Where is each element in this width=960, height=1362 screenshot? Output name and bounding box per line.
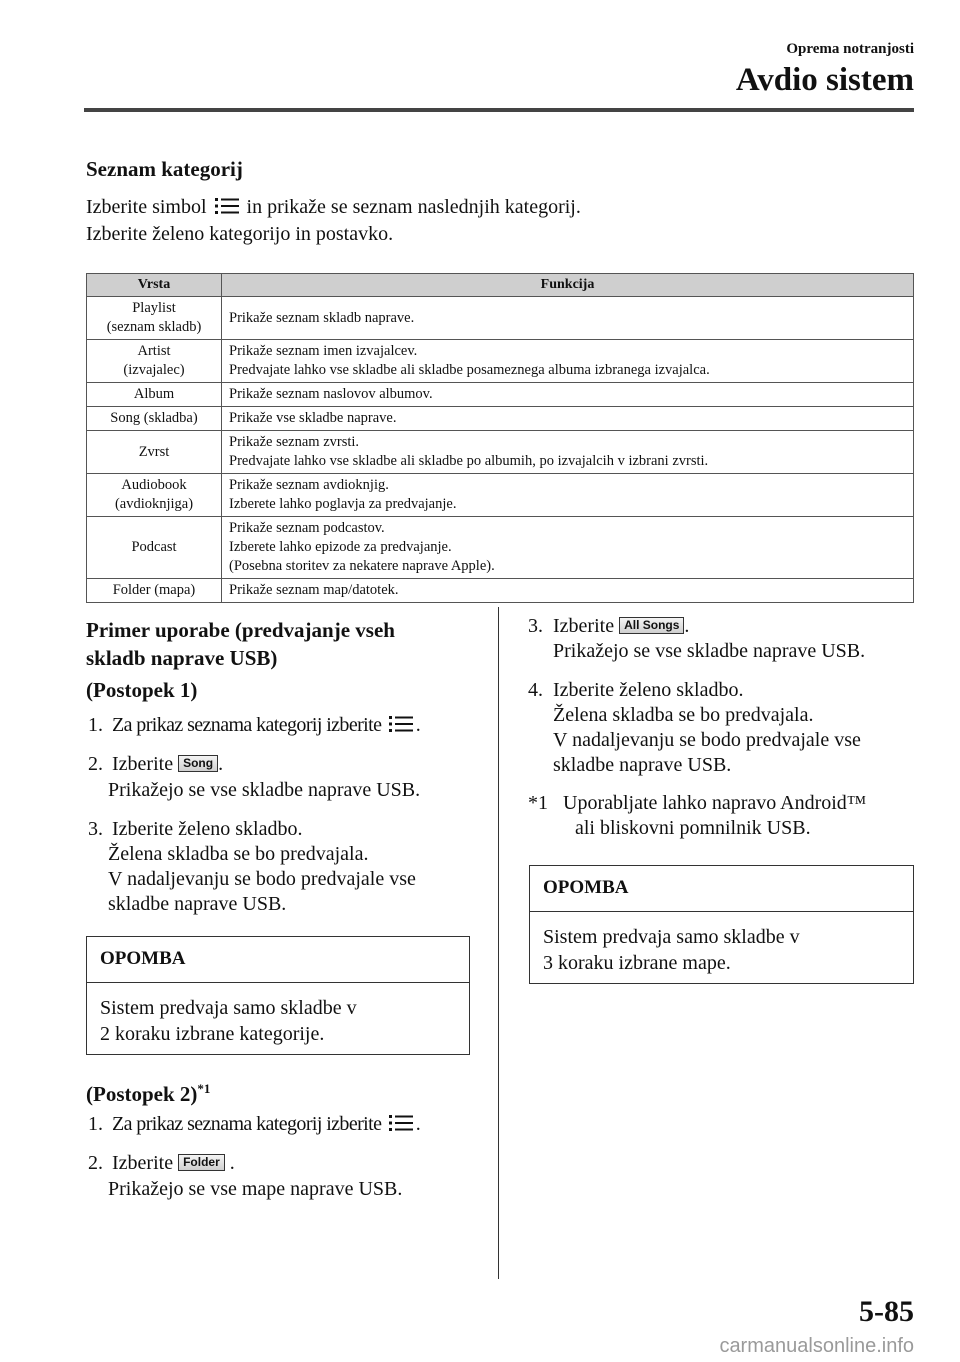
- function-line: Prikaže seznam imen izvajalcev.: [229, 343, 418, 359]
- type-cell: [87, 517, 222, 579]
- function-line: Izberete lahko epizode za predvajanje.: [229, 539, 452, 555]
- step-end: .: [415, 1113, 421, 1135]
- list-icon: [212, 196, 242, 216]
- subtext-line: skladbe naprave USB.: [553, 754, 732, 776]
- step-end: .: [415, 714, 421, 736]
- step-end: .: [229, 1152, 235, 1174]
- function-cell: [222, 407, 914, 431]
- table-row: [87, 431, 914, 474]
- note-body: [530, 912, 913, 988]
- type-cell: [87, 383, 222, 407]
- type-line: Playlist: [132, 300, 176, 316]
- page-number: 5-85: [859, 1295, 914, 1328]
- step-number: 2.: [88, 1152, 103, 1174]
- step-text: Izberite želeno skladbo.: [112, 818, 303, 840]
- intro-text-b: in prikaže se seznam naslednjih kategorij.: [246, 196, 581, 218]
- note-title: OPOMBA: [87, 937, 469, 983]
- step-number: 1.: [88, 1113, 103, 1135]
- step-subtext: Prikažejo se vse skladbe naprave USB.: [108, 779, 421, 801]
- folder-button[interactable]: Folder: [178, 1154, 225, 1171]
- subtext-line: skladbe naprave USB.: [108, 893, 287, 915]
- step-text: [553, 614, 689, 639]
- table-header-row: [87, 274, 914, 297]
- step-number: 2.: [88, 753, 103, 775]
- type-line: Folder (mapa): [112, 582, 196, 598]
- type-line: Audiobook: [121, 477, 187, 493]
- footnote-ref: *1: [197, 1081, 211, 1096]
- step-subtext: [108, 842, 416, 917]
- step-number: 3.: [528, 615, 543, 637]
- function-line: Prikaže vse skladbe naprave.: [229, 410, 397, 426]
- function-cell: [222, 297, 914, 340]
- function-cell: [222, 340, 914, 383]
- type-line: (avdioknjiga): [114, 496, 194, 512]
- page-title: Avdio sistem: [735, 62, 914, 98]
- function-cell: [222, 517, 914, 579]
- step-text: Izberite želeno skladbo.: [553, 679, 744, 701]
- note-line: 3 koraku izbrane mape.: [543, 952, 731, 974]
- type-line: Album: [133, 386, 175, 402]
- intro-line-2: Izberite želeno kategorijo in postavko.: [86, 223, 394, 245]
- table-row: [87, 297, 914, 340]
- list-icon: [386, 1113, 416, 1133]
- table-row: [87, 383, 914, 407]
- header-function: Funkcija: [222, 274, 914, 297]
- header-type: Vrsta: [87, 274, 222, 297]
- step-label: Za prikaz seznama kategorij izberite: [112, 714, 382, 736]
- table-row: [87, 474, 914, 517]
- function-line: Predvajate lahko vse skladbe ali skladbe posameznega albuma izbranega izvajalca.: [229, 362, 710, 378]
- step-text: [112, 1112, 420, 1137]
- category-list-heading: Seznam kategorij: [86, 157, 243, 181]
- step-subtext: [553, 703, 861, 778]
- function-line: Prikaže seznam zvrsti.: [229, 434, 360, 450]
- table-row: [87, 407, 914, 431]
- type-cell: [87, 431, 222, 474]
- type-cell: [87, 407, 222, 431]
- type-line: (izvajalec): [123, 362, 185, 378]
- procedure-2-heading: [86, 1075, 210, 1108]
- step-text: [112, 713, 420, 738]
- note-title: OPOMBA: [530, 866, 913, 912]
- function-line: Izberete lahko poglavja za predvajanje.: [229, 496, 457, 512]
- step-label: Izberite: [112, 1152, 174, 1174]
- step-number: 4.: [528, 679, 543, 701]
- function-line: Prikaže seznam avdioknjig.: [229, 477, 389, 493]
- step-number: 3.: [88, 818, 103, 840]
- category-table: [86, 273, 914, 603]
- note-line: Sistem predvaja samo skladbe v: [100, 997, 357, 1019]
- function-cell: [222, 383, 914, 407]
- note-box: [529, 865, 914, 984]
- step-label: Izberite: [112, 753, 174, 775]
- type-line: Song (skladba): [110, 410, 198, 426]
- function-line: Predvajate lahko vse skladbe ali skladbe po albumih, po izvajalcih v izbrani zvrsti.: [229, 453, 709, 469]
- example-heading-line: Primer uporabe (predvajanje vseh: [86, 618, 395, 642]
- type-line: Artist: [137, 343, 171, 359]
- table-row: [87, 517, 914, 579]
- function-cell: [222, 474, 914, 517]
- function-line: Prikaže seznam map/datotek.: [229, 582, 399, 598]
- intro-text-a: Izberite simbol: [86, 196, 207, 218]
- footnote-line: ali bliskovni pomnilnik USB.: [575, 817, 811, 839]
- subtext-line: Želena skladba se bo predvajala.: [108, 843, 369, 865]
- step-subtext: Prikažejo se vse skladbe naprave USB.: [553, 640, 866, 662]
- step-label: Izberite: [553, 615, 615, 637]
- subtext-line: Želena skladba se bo predvajala.: [553, 704, 814, 726]
- function-cell: [222, 431, 914, 474]
- table-row: [87, 579, 914, 603]
- type-line: Podcast: [131, 539, 177, 555]
- function-line: (Posebna storitev za nekatere naprave Apple).: [229, 558, 495, 574]
- step-subtext: Prikažejo se vse mape naprave USB.: [108, 1178, 403, 1200]
- footnote-mark: *1: [528, 792, 548, 814]
- footnote-line: Uporabljate lahko napravo Android™: [563, 792, 867, 814]
- type-line: Zvrst: [138, 443, 170, 460]
- step-number: 1.: [88, 714, 103, 736]
- procedure-1-heading: (Postopek 1): [86, 678, 198, 702]
- table-row: [87, 340, 914, 383]
- note-body: [87, 983, 469, 1059]
- type-cell: [87, 579, 222, 603]
- song-button[interactable]: Song: [178, 755, 218, 772]
- all-songs-button[interactable]: All Songs: [619, 617, 684, 634]
- type-line: (seznam skladb): [106, 319, 202, 335]
- section-name: Oprema notranjosti: [786, 41, 914, 57]
- function-line: Prikaže seznam skladb naprave.: [229, 309, 415, 326]
- note-box: [86, 936, 470, 1055]
- function-cell: [222, 579, 914, 603]
- watermark: carmanualsonline.info: [719, 1335, 914, 1357]
- function-line: Prikaže seznam naslovov albumov.: [229, 386, 433, 402]
- column-divider: [498, 607, 499, 1279]
- step-label: Za prikaz seznama kategorij izberite: [112, 1113, 382, 1135]
- header-rule: [84, 108, 914, 112]
- type-cell: [87, 474, 222, 517]
- type-cell: [87, 340, 222, 383]
- type-cell: [87, 297, 222, 340]
- function-line: Prikaže seznam podcastov.: [229, 520, 385, 536]
- subtext-line: V nadaljevanju se bodo predvajale vse: [108, 868, 416, 890]
- example-heading: [86, 616, 395, 672]
- example-heading-line: skladb naprave USB): [86, 646, 278, 670]
- subtext-line: V nadaljevanju se bodo predvajale vse: [553, 729, 861, 751]
- step-end: .: [684, 615, 690, 637]
- list-icon: [386, 714, 416, 734]
- step-text: [112, 752, 223, 777]
- procedure-2-label: (Postopek 2): [86, 1082, 198, 1106]
- step-text: [112, 1151, 235, 1176]
- step-end: .: [218, 753, 224, 775]
- note-line: Sistem predvaja samo skladbe v: [543, 926, 800, 948]
- intro-line-1: [86, 196, 581, 219]
- footnote-text: [563, 791, 866, 841]
- note-line: 2 koraku izbrane kategorije.: [100, 1023, 325, 1045]
